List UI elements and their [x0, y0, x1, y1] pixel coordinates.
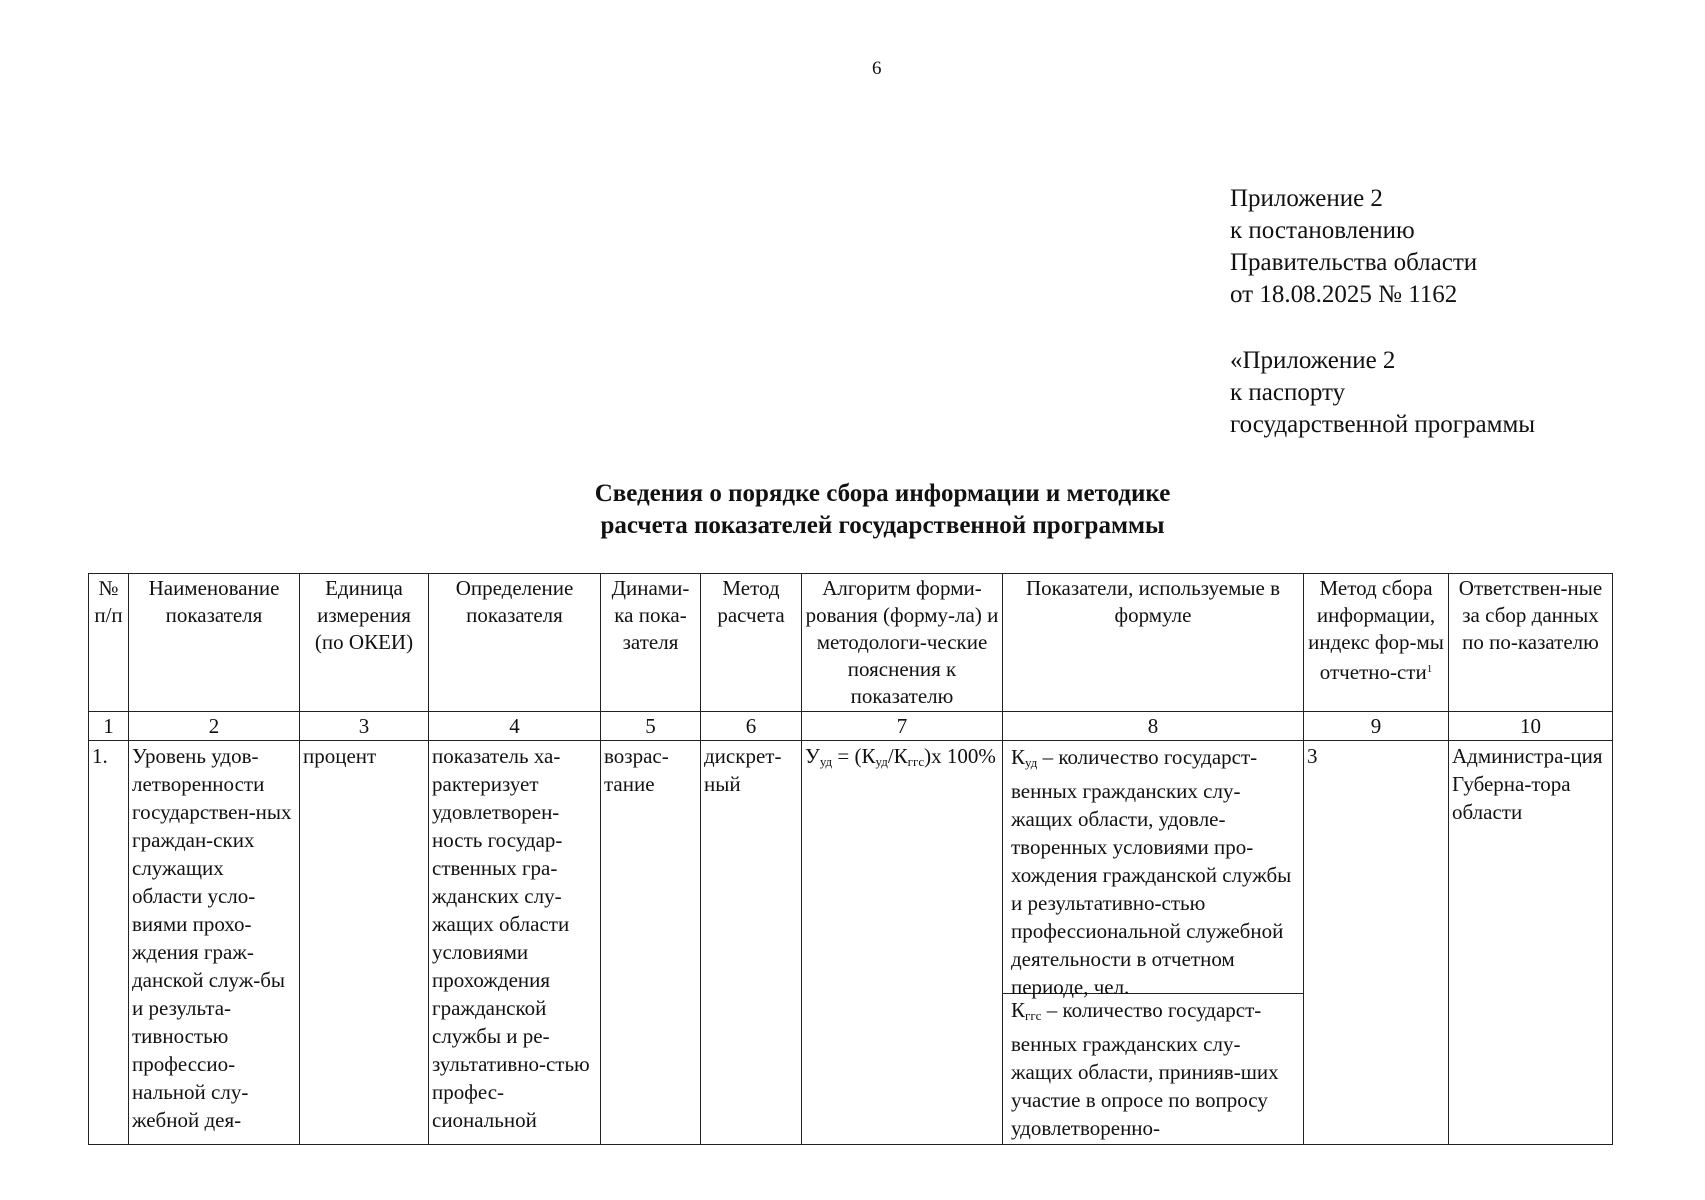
header-cell-responsible: Ответствен-ные за сбор данных по по-казателю — [1449, 574, 1613, 712]
header-cell-name: Наименование показателя — [129, 574, 300, 712]
appendix-header-line: Приложение 2 — [1230, 185, 1383, 212]
indicator-unit: процент — [300, 741, 429, 1145]
indicator-method: дискрет-ный — [701, 741, 802, 1145]
footnote-marker: 1 — [1426, 663, 1433, 675]
indicator-b-text: – количество государст-венных гражданских слу-жащих области, принияв-ших участие в опросе по вопросу удовлетворенно- — [1011, 998, 1279, 1140]
collection-method: 3 — [1304, 741, 1449, 1145]
formula-k2-subscript: ггс — [907, 754, 925, 769]
appendix-header-line: к постановлению — [1230, 217, 1415, 244]
indicator-a-subscript: уд — [1025, 755, 1038, 770]
collection-method-header-text: Метод сбора информации, индекс фор-мы отчетно-сти — [1308, 576, 1444, 684]
appendix-header-line: Правительства области — [1230, 249, 1478, 276]
document-title — [0, 478, 1705, 542]
column-number: 10 — [1449, 712, 1613, 741]
indicator-b-subscript: ггс — [1025, 1008, 1042, 1023]
indicators-table — [88, 573, 1613, 1145]
responsible-body: Администра-ция Губерна-тора области — [1449, 741, 1613, 1145]
header-cell-method: Метод расчета — [701, 574, 802, 712]
appendix-sub-line: «Приложение 2 — [1230, 347, 1396, 374]
header-cell-definition: Определение показателя — [429, 574, 601, 712]
formula-y-subscript: уд — [819, 754, 833, 769]
formula-slash: /К — [887, 744, 908, 768]
indicator-name: Уровень удов-летворенности государствен-ных граждан-ских служащих области усло-виями прохо-ждения граж-данской служ-бы и результа-тивностью профессио-нальной слу-жебной дея- — [129, 741, 300, 1145]
appendix-header-line: от 18.08.2025 № 1162 — [1230, 281, 1458, 308]
indicator-a-text: – количество государст-венных гражданских слу-жащих области, удовле-творенных условиями про-хождения гражданской службы и результативно-стью профессиональной служебной деятельности в отчетном периоде, чел. — [1011, 745, 1292, 999]
indicator-dynamics: возрас-тание — [601, 741, 701, 1145]
formula-eq: = (К — [832, 744, 876, 768]
header-cell-algorithm: Алгоритм форми-рования (форму-ла) и методологи-ческие пояснения к показателю — [802, 574, 1003, 712]
column-number: 8 — [1003, 712, 1304, 741]
table-row — [89, 741, 1613, 1145]
column-number: 4 — [429, 712, 601, 741]
header-cell-dynamics: Динами-ка пока-зателя — [601, 574, 701, 712]
indicator-b-symbol: К — [1011, 998, 1026, 1022]
column-number: 6 — [701, 712, 802, 741]
column-number: 7 — [802, 712, 1003, 741]
appendix-sub-line: государственной программы — [1230, 411, 1536, 438]
column-number: 9 — [1304, 712, 1449, 741]
title-line-1: Сведения о порядке сбора информации и методике — [594, 480, 1171, 507]
header-cell-collection-method — [1304, 574, 1449, 712]
page-number: 6 — [872, 58, 882, 79]
column-number-row — [89, 712, 1613, 741]
formula-y: У — [805, 744, 820, 768]
column-number: 1 — [89, 712, 129, 741]
column-number: 5 — [601, 712, 701, 741]
table-header-row — [89, 574, 1613, 712]
appendix-header — [1230, 183, 1477, 311]
indicator-k-ggs — [1003, 994, 1303, 1144]
appendix-sub-header — [1230, 345, 1535, 441]
formula-k1-subscript: уд — [875, 754, 888, 769]
formula-tail: )х 100% — [924, 744, 996, 768]
header-cell-formula-indicators: Показатели, используемые в формуле — [1003, 574, 1304, 712]
title-line-2: расчета показателей государственной программы — [600, 512, 1165, 539]
header-cell-number: № п/п — [89, 574, 129, 712]
indicator-k-ud — [1003, 741, 1303, 999]
header-cell-unit: Единица измерения (по ОКЕИ) — [300, 574, 429, 712]
column-number: 2 — [129, 712, 300, 741]
indicator-a-symbol: К — [1011, 745, 1026, 769]
indicator-definition: показатель ха-рактеризует удовлетворен-ность государ-ственных гра-жданских слу-жащих области условиями прохождения гражданской службы и ре-зультативно-стью профес-сиональной — [429, 741, 601, 1145]
row-number: 1. — [89, 741, 129, 1145]
column-number: 3 — [300, 712, 429, 741]
appendix-sub-line: к паспорту — [1230, 379, 1346, 406]
indicator-formula — [802, 741, 1003, 1145]
formula-indicators-cell — [1003, 741, 1304, 1145]
